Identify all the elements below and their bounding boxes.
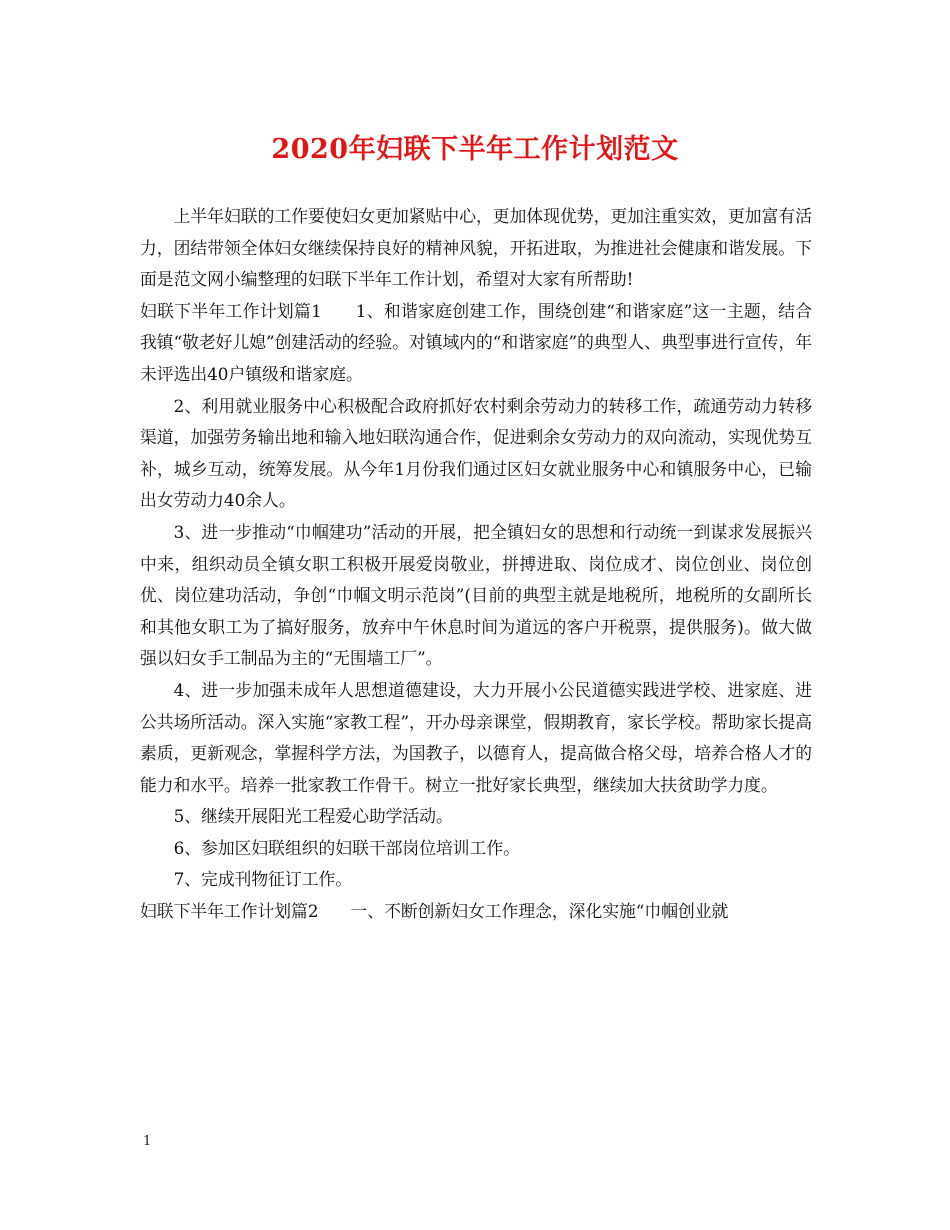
section2-first-item: 一、不断创新妇女工作理念，深化实施“巾帼创业就 xyxy=(350,901,729,922)
list-item: 3、进一步推动“巾帼建功”活动的开展，把全镇妇女的思想和行动统一到谋求发展振兴中来，组织动员全镇女职工积极开展爱岗敬业，拼搏进取、岗位成才、岗位创业、岗位创优、岗位建功活动，争创“巾帼文明示范岗”(目前的典型主就是地税所，地税所的女副所长和其他女职工为了搞好服务，放弃中午休息时间为道远的客户开税票，提供服务)。做大做强以妇女手工制品为主的“无围墙工厂”。 xyxy=(140,521,812,669)
section1-paragraph xyxy=(140,296,812,391)
list-item: 4、进一步加强未成年人思想道德建设，大力开展小公民道德实践进学校、进家庭、进公共场所活动。深入实施“家教工程”，开办母亲课堂，假期教育，家长学校。帮助家长提高素质，更新观念，掌握科学方法，为国教子，以德育人，提高做合格父母，培养合格人才的能力和水平。培养一批家教工作骨干。树立一批好家长典型，继续加大扶贫助学力度。 xyxy=(140,679,812,795)
section1-first-item: 1、和谐家庭创建工作，围绕创建“和谐家庭”这一主题，结合我镇“敬老好儿媳”创建活动的经验。对镇域内的“和谐家庭”的典型人、典型事进行宣传，年未评选出40户镇级和谐家庭。 xyxy=(140,300,813,384)
section2-heading: 妇联下半年工作计划篇2 xyxy=(140,901,319,922)
section2-paragraph xyxy=(140,896,812,928)
page-number: 1 xyxy=(143,1134,152,1149)
intro-paragraph: 上半年妇联的工作要使妇女更加紧贴中心，更加体现优势，更加注重实效，更加富有活力，团结带领全体妇女继续保持良好的精神风貌，开拓进取，为推进社会健康和谐发展。下面是范文网小编整理的妇联下半年工作计划，希望对大家有所帮助! xyxy=(140,206,812,290)
list-item: 6、参加区妇联组织的妇联干部岗位培训工作。 xyxy=(173,837,520,858)
document-body xyxy=(140,201,812,928)
list-item: 2、利用就业服务中心积极配合政府抓好农村剩余劳动力的转移工作，疏通劳动力转移渠道，加强劳务输出地和输入地妇联沟通合作，促进剩余女劳动力的双向流动，实现优势互补，城乡互动，统筹发展。从今年1月份我们通过区妇女就业服务中心和镇服务中心，已输出女劳动力40余人。 xyxy=(140,395,812,511)
list-item: 7、完成刊物征订工作。 xyxy=(173,869,353,890)
list-item: 5、继续开展阳光工程爱心助学活动。 xyxy=(173,806,453,827)
section1-heading: 妇联下半年工作计划篇1 xyxy=(140,300,322,321)
document-title: 2020年妇联下半年工作计划范文 xyxy=(271,134,679,165)
